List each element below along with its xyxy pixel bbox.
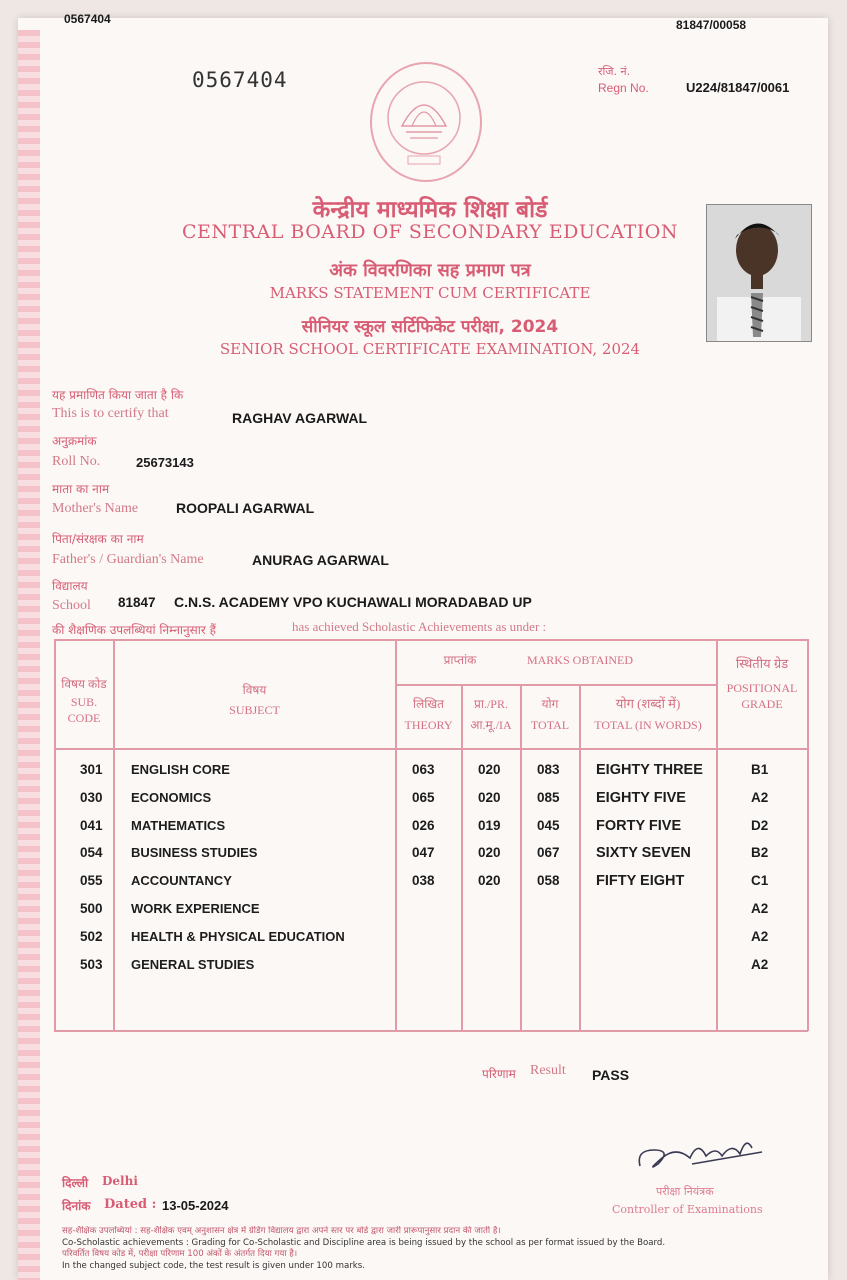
row-code: 030 bbox=[80, 790, 103, 805]
row-grade: A2 bbox=[751, 901, 769, 916]
header-subject-hindi: विषय bbox=[242, 683, 267, 697]
school-hindi: विद्यालय bbox=[52, 579, 88, 593]
regn-hindi-label: रजि. नं. bbox=[598, 65, 631, 78]
header-total: TOTAL bbox=[530, 718, 570, 732]
row-grade: D2 bbox=[751, 818, 769, 833]
father-name: ANURAG AGARWAL bbox=[252, 552, 389, 568]
achieved-hindi: की शैक्षणिक उपलब्धियां निम्नानुसार हैं bbox=[52, 623, 216, 637]
lotus-emblem-icon bbox=[372, 64, 476, 176]
row-theory: 065 bbox=[412, 790, 435, 805]
row-total-words: EIGHTY FIVE bbox=[596, 790, 686, 806]
corner-code-left: 0567404 bbox=[64, 12, 111, 26]
serial-number: 0567404 bbox=[192, 68, 288, 92]
row-subject: BUSINESS STUDIES bbox=[131, 845, 258, 860]
header-code-hindi: विषय कोड bbox=[61, 677, 107, 691]
controller-signature bbox=[632, 1128, 772, 1176]
row-code: 054 bbox=[80, 845, 103, 860]
row-total-words: SIXTY SEVEN bbox=[596, 845, 691, 861]
school-name: C.N.S. ACADEMY VPO KUCHAWALI MORADABAD UP bbox=[174, 594, 532, 610]
exam-title-english: SENIOR SCHOOL CERTIFICATE EXAMINATION, 2024 bbox=[219, 340, 641, 358]
row-total-words: FORTY FIVE bbox=[596, 818, 682, 834]
header-internal: आ.मू./IA bbox=[470, 718, 512, 732]
place-hindi: दिल्ली bbox=[62, 1176, 89, 1190]
row-total-words: FIFTY EIGHT bbox=[596, 873, 685, 889]
certify-label: This is to certify that bbox=[52, 406, 169, 421]
board-title-hindi: केन्द्रीय माध्यमिक शिक्षा बोर्ड bbox=[312, 197, 548, 223]
row-practical: 019 bbox=[478, 818, 501, 833]
achieved-label: has achieved Scholastic Achievements as under : bbox=[292, 619, 547, 634]
row-total: 083 bbox=[537, 762, 560, 777]
footnote-2: Co-Scholastic achievements : Grading for Co-Scholastic and Discipline area is being issued by the school as per format issued by the Board. bbox=[62, 1237, 666, 1248]
result-label: Result bbox=[530, 1063, 566, 1078]
regn-label: Regn No. bbox=[598, 81, 649, 95]
date-label: Dated : bbox=[104, 1197, 157, 1212]
row-grade: C1 bbox=[751, 873, 769, 888]
row-practical: 020 bbox=[478, 762, 501, 777]
header-practical: प्रा./PR. bbox=[474, 697, 508, 711]
footnote-4: In the changed subject code, the test result is given under 100 marks. bbox=[62, 1260, 365, 1271]
mother-label: Mother's Name bbox=[52, 501, 139, 516]
row-code: 041 bbox=[80, 818, 103, 833]
father-hindi: पिता/संरक्षक का नाम bbox=[52, 532, 144, 546]
header-grade-hindi: स्थितीय ग्रेड bbox=[735, 656, 789, 671]
school-label: School bbox=[52, 598, 91, 613]
roll-hindi: अनुक्रमांक bbox=[52, 434, 97, 448]
father-label: Father's / Guardian's Name bbox=[52, 552, 204, 567]
row-subject: HEALTH & PHYSICAL EDUCATION bbox=[131, 929, 345, 944]
place-label: Delhi bbox=[102, 1174, 138, 1188]
row-grade: A2 bbox=[751, 929, 769, 944]
row-grade: B2 bbox=[751, 845, 769, 860]
roll-label: Roll No. bbox=[52, 454, 101, 469]
header-grade: POSITIONAL GRADE bbox=[726, 681, 798, 711]
row-theory: 063 bbox=[412, 762, 435, 777]
footnote-3-hindi: परिवर्तित विषय कोड में, परीक्षा परिणाम 100 अंकों के अंतर्गत दिया गया है। bbox=[62, 1249, 298, 1259]
header-marks: MARKS OBTAINED bbox=[526, 653, 634, 667]
regn-value: U224/81847/0061 bbox=[686, 80, 790, 95]
row-total: 045 bbox=[537, 818, 560, 833]
header-marks-hindi: प्राप्तांक bbox=[443, 653, 477, 667]
row-code: 301 bbox=[80, 762, 103, 777]
header-theory-hindi: लिखित bbox=[412, 697, 444, 711]
result-hindi: परिणाम bbox=[482, 1067, 516, 1081]
decorative-border bbox=[18, 30, 40, 1280]
row-subject: ACCOUNTANCY bbox=[131, 873, 232, 888]
candidate-name: RAGHAV AGARWAL bbox=[232, 410, 368, 426]
row-code: 503 bbox=[80, 957, 103, 972]
controller-hindi: परीक्षा नियंत्रक bbox=[656, 1185, 714, 1198]
date-hindi: दिनांक bbox=[62, 1199, 91, 1213]
header-total-hindi: योग bbox=[541, 697, 559, 711]
date-value: 13-05-2024 bbox=[162, 1198, 229, 1213]
row-grade: A2 bbox=[751, 790, 769, 805]
footnote-1-hindi: सह-शैक्षिक उपलब्धियां : सह-शैक्षिक एवम् अनुशासन क्षेत्र में ग्रेडिंग विद्यालय द्वारा अपने स्तर पर बोर्ड द्वारा जारी प्रारूपानुसार प्रदान की जाती है। bbox=[62, 1226, 501, 1236]
header-subject: SUBJECT bbox=[229, 703, 280, 717]
board-title-english: CENTRAL BOARD OF SECONDARY EDUCATION bbox=[182, 221, 678, 243]
exam-title-hindi: सीनियर स्कूल सर्टिफिकेट परीक्षा, 2024 bbox=[301, 317, 559, 337]
row-practical: 020 bbox=[478, 845, 501, 860]
certify-hindi: यह प्रमाणित किया जाता है कि bbox=[52, 388, 184, 402]
school-code: 81847 bbox=[118, 595, 156, 610]
row-theory: 047 bbox=[412, 845, 435, 860]
mother-hindi: माता का नाम bbox=[52, 482, 110, 496]
row-code: 502 bbox=[80, 929, 103, 944]
footnotes bbox=[62, 1226, 802, 1272]
result-value: PASS bbox=[592, 1067, 630, 1083]
header-words-hindi: योग (शब्दों में) bbox=[615, 696, 681, 711]
corner-code-right: 81847/00058 bbox=[676, 18, 747, 32]
header-code: SUB. CODE bbox=[67, 695, 101, 725]
student-photo bbox=[706, 204, 812, 342]
row-subject: ECONOMICS bbox=[131, 790, 212, 805]
row-grade: B1 bbox=[751, 762, 769, 777]
row-practical: 020 bbox=[478, 873, 501, 888]
row-total: 067 bbox=[537, 845, 560, 860]
doc-title-hindi: अंक विवरणिका सह प्रमाण पत्र bbox=[329, 260, 531, 281]
row-subject: MATHEMATICS bbox=[131, 818, 226, 833]
row-subject: GENERAL STUDIES bbox=[131, 957, 255, 972]
row-practical: 020 bbox=[478, 790, 501, 805]
row-grade: A2 bbox=[751, 957, 769, 972]
row-total: 085 bbox=[537, 790, 560, 805]
row-theory: 038 bbox=[412, 873, 435, 888]
row-theory: 026 bbox=[412, 818, 435, 833]
row-total: 058 bbox=[537, 873, 560, 888]
doc-title-english: MARKS STATEMENT CUM CERTIFICATE bbox=[269, 284, 591, 302]
row-total-words: EIGHTY THREE bbox=[596, 762, 703, 778]
cbse-seal-emblem bbox=[370, 62, 482, 182]
row-code: 055 bbox=[80, 873, 103, 888]
header-theory: THEORY bbox=[404, 718, 453, 732]
roll-number: 25673143 bbox=[136, 455, 194, 470]
row-code: 500 bbox=[80, 901, 103, 916]
student-portrait bbox=[707, 205, 811, 341]
mother-name: ROOPALI AGARWAL bbox=[176, 500, 315, 516]
header-words: TOTAL (IN WORDS) bbox=[594, 718, 702, 732]
controller-label: Controller of Examinations bbox=[612, 1203, 763, 1216]
row-subject: WORK EXPERIENCE bbox=[131, 901, 260, 916]
row-subject: ENGLISH CORE bbox=[131, 762, 230, 777]
